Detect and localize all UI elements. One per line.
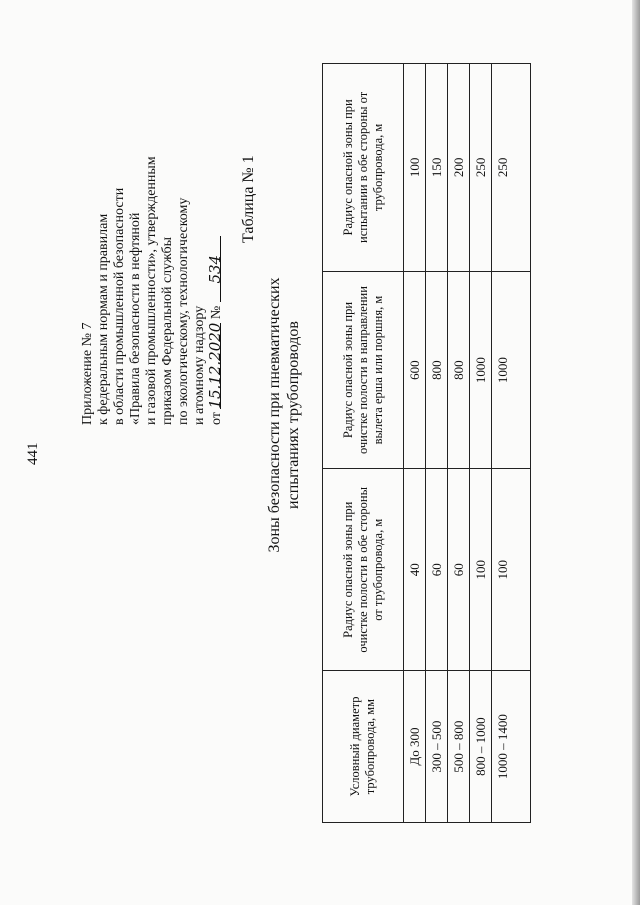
cell-diameter: 300 – 500 bbox=[426, 671, 448, 823]
cell-testing-radius: 200 bbox=[448, 64, 470, 272]
header-line-5: приказом Федеральной службы bbox=[160, 237, 175, 425]
cell-testing-radius: 250 bbox=[470, 64, 492, 272]
cell-testing-radius: 250 bbox=[492, 64, 531, 272]
cell-cleaning-radius: 40 bbox=[404, 469, 426, 671]
header-line-6: по экологическому, технологическому bbox=[176, 197, 191, 425]
header-testing-both-sides: Радиус опасной зоны при испытании в обе стороны от трубопровода, м bbox=[323, 64, 404, 272]
cell-diameter: 800 – 1000 bbox=[470, 671, 492, 823]
approval-line bbox=[207, 236, 225, 425]
safety-zones-table bbox=[322, 63, 531, 823]
header-line-2: в области промышленной безопасности bbox=[112, 187, 127, 425]
handwritten-number: 534 bbox=[206, 254, 224, 284]
cell-cleaning-radius: 100 bbox=[492, 469, 531, 671]
table-label: Таблица № 1 bbox=[240, 155, 257, 243]
table-row bbox=[492, 64, 531, 823]
header-cleaning-both-sides: Радиус опасной зоны при очистке полости в обе стороны от трубопровода, м bbox=[323, 469, 404, 671]
table-row bbox=[404, 64, 426, 823]
cell-diameter: 500 – 800 bbox=[448, 671, 470, 823]
title-line-1: Зоны безопасности при пневматических bbox=[266, 277, 283, 553]
number-field bbox=[206, 236, 224, 302]
title-line-2: испытаниях трубопроводов bbox=[285, 321, 302, 509]
header-line-1: к федеральным нормам и правилам bbox=[96, 213, 111, 425]
cell-direction-radius: 600 bbox=[404, 271, 426, 469]
cell-direction-radius: 1000 bbox=[492, 271, 531, 469]
cell-direction-radius: 800 bbox=[448, 271, 470, 469]
cell-testing-radius: 100 bbox=[404, 64, 426, 272]
from-label: от bbox=[209, 412, 224, 425]
cell-cleaning-radius: 100 bbox=[470, 469, 492, 671]
page-number: 441 bbox=[25, 442, 41, 465]
cell-diameter: 1000 – 1400 bbox=[492, 671, 531, 823]
table-row bbox=[426, 64, 448, 823]
cell-diameter: До 300 bbox=[404, 671, 426, 823]
table-row bbox=[470, 64, 492, 823]
header-line-7: и атомному надзору bbox=[192, 305, 207, 425]
cell-cleaning-radius: 60 bbox=[426, 469, 448, 671]
table-header-row bbox=[323, 64, 404, 823]
header-line-3: «Правила безопасности в нефтяной bbox=[128, 212, 143, 425]
cell-direction-radius: 1000 bbox=[470, 271, 492, 469]
handwritten-date: 15.12.2020 bbox=[206, 322, 224, 409]
appendix-title: Приложение № 7 bbox=[80, 322, 95, 425]
header-diameter: Условный диаметр трубопровода, мм bbox=[323, 671, 404, 823]
scan-edge-shadow bbox=[632, 0, 640, 905]
table-row bbox=[448, 64, 470, 823]
date-field bbox=[206, 322, 224, 409]
document-title bbox=[265, 255, 303, 575]
cell-direction-radius: 800 bbox=[426, 271, 448, 469]
header-cleaning-direction: Радиус опасной зоны при очистке полости в направлении вылета ерша или поршня, м bbox=[323, 271, 404, 469]
cell-testing-radius: 150 bbox=[426, 64, 448, 272]
cell-cleaning-radius: 60 bbox=[448, 469, 470, 671]
header-line-4: и газовой промышленности», утвержденным bbox=[144, 156, 159, 425]
number-label: № bbox=[209, 305, 224, 320]
